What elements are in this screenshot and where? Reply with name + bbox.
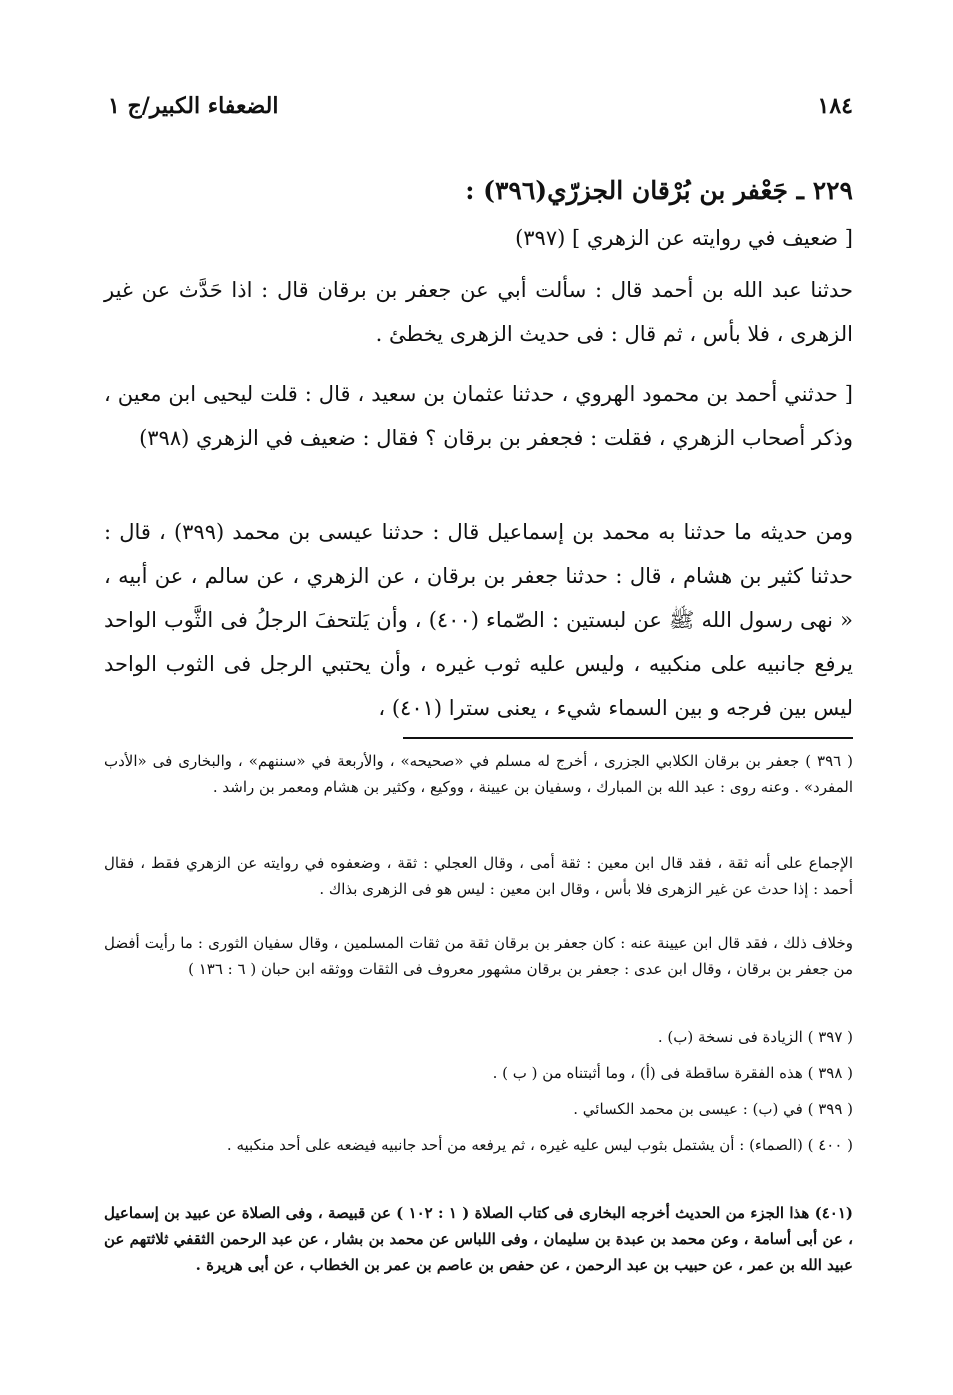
- footnote-396-part-2: الإجماع على أنه ثقة ، فقد قال ابن معين : ثقة أمى ، وقال العجلي : ثقة ، وضعفوه في روايته عن الزهري فقط ، فقال أحمد : إذا حدث عن غير الزهرى فلا بأس ، وقال ابن معين : ليس هو فى الزهرى بذاك .: [104, 854, 853, 898]
- footnote-397: ( ٣٩٧ ) الزيادة فى نسخة (ب) .: [657, 1028, 853, 1046]
- entry-subtitle: [ ضعيف في روايته عن الزهري ] (٣٩٧): [515, 226, 853, 250]
- page-number: ١٨٤: [817, 93, 853, 119]
- body-paragraph-3: ومن حديثه ما حدثنا به محمد بن إسماعيل قال : حدثنا عيسى بن محمد (٣٩٩) ، قال : حدثنا كثير بن هشام ، قال : حدثنا جعفر بن برقان ، عن الزهري ، عن سالم ، عن أبيه ، « نهى رسول الله ﷺ عن لبستين : الصّماء (٤٠٠) ، وأن يَلتحفَ الرجلُ فى الثَّوب الواحد يرفع جانبيه على منكبيه ، وليس عليه ثوب غيره ، وأن يحتبي الرجل فى الثوب الواحد ليس بين فرجه و بين السماء شيء ، يعنى سترا (٤٠١) ،: [104, 520, 853, 720]
- footnote-396-part-1: ( ٣٩٦ ) جعفر بن برقان الكلابي الجزرى ، أخرج له مسلم في «صحيحه» ، والأربعة في «سننهم» ، والبخارى فى «الأدب المفرد» . وعنه روى : عبد الله بن المبارك ، وسفيان بن عيينة ، ووكيع ، وكثير بن هشام ومعمر بن راشد .: [104, 752, 853, 796]
- footnote-400: ( ٤٠٠ ) (الصماء) : أن يشتمل بثوب ليس عليه غيره ، ثم يرفعه من أحد جانبيه فيضعه على أحد منكبيه .: [226, 1136, 853, 1154]
- running-title: الضعفاء الكبير/ج ١: [108, 93, 279, 119]
- footnote-398: ( ٣٩٨ ) هذه الفقرة ساقطة فى (أ) ، وما أثبتناه من ( ب ) .: [492, 1064, 853, 1082]
- footnote-396-part-3: وخلاف ذلك ، فقد قال ابن عيينة عنه : كان جعفر بن برقان ثقة من ثقات المسلمين ، وقال سفيان الثورى : ما رأيت أفضل من جعفر بن برقان ، وقال ابن عدى : جعفر بن برقان مشهور معروف فى الثقات ووثقه ابن حبان ( ٦ : ١٣٦ ): [104, 934, 853, 978]
- body-paragraph-1: حدثنا عبد الله بن أحمد قال : سألت أبي عن جعفر بن برقان قال : اذا حَدَّث عن غير الزهرى ، فلا بأس ، ثم قال : فى حديث الزهرى يخطئ .: [104, 278, 853, 346]
- footnote-401: (٤٠١) هذا الجزء من الحديث أخرجه البخارى فى كتاب الصلاة ( ١ : ١٠٢ ) عن قبيصة ، وفى الصلاة عن عبيد بن إسماعيل ، عن أبى أسامة ، وعن محمد بن عبدة بن سليمان ، وفى اللباس عن محمد بن بشار ، عن عبد الرحمن الثقفي ثلاثتهم عن عبيد الله بن عمر ، عن حبيب بن عبد الرحمن ، عن حفص بن عاصم بن عمر بن الخطاب ، عن أبى هريرة .: [104, 1204, 853, 1274]
- page-header: [108, 84, 853, 128]
- entry-title: ٢٢٩ ـ جَعْفر بن بُرْقان الجزرّي(٣٩٦) :: [465, 176, 853, 205]
- body-paragraph-2: [ حدثني أحمد بن محمود الهروي ، حدثنا عثمان بن سعيد ، قال : قلت ليحيى ابن معين ، وذكر أصحاب الزهري ، فقلت : فجعفر بن برقان ؟ فقال : ضعيف في الزهري (٣٩٨): [104, 382, 853, 450]
- footnote-divider: [403, 737, 853, 739]
- footnote-399: ( ٣٩٩ ) في (ب) : عيسى بن محمد الكسائي .: [573, 1100, 853, 1118]
